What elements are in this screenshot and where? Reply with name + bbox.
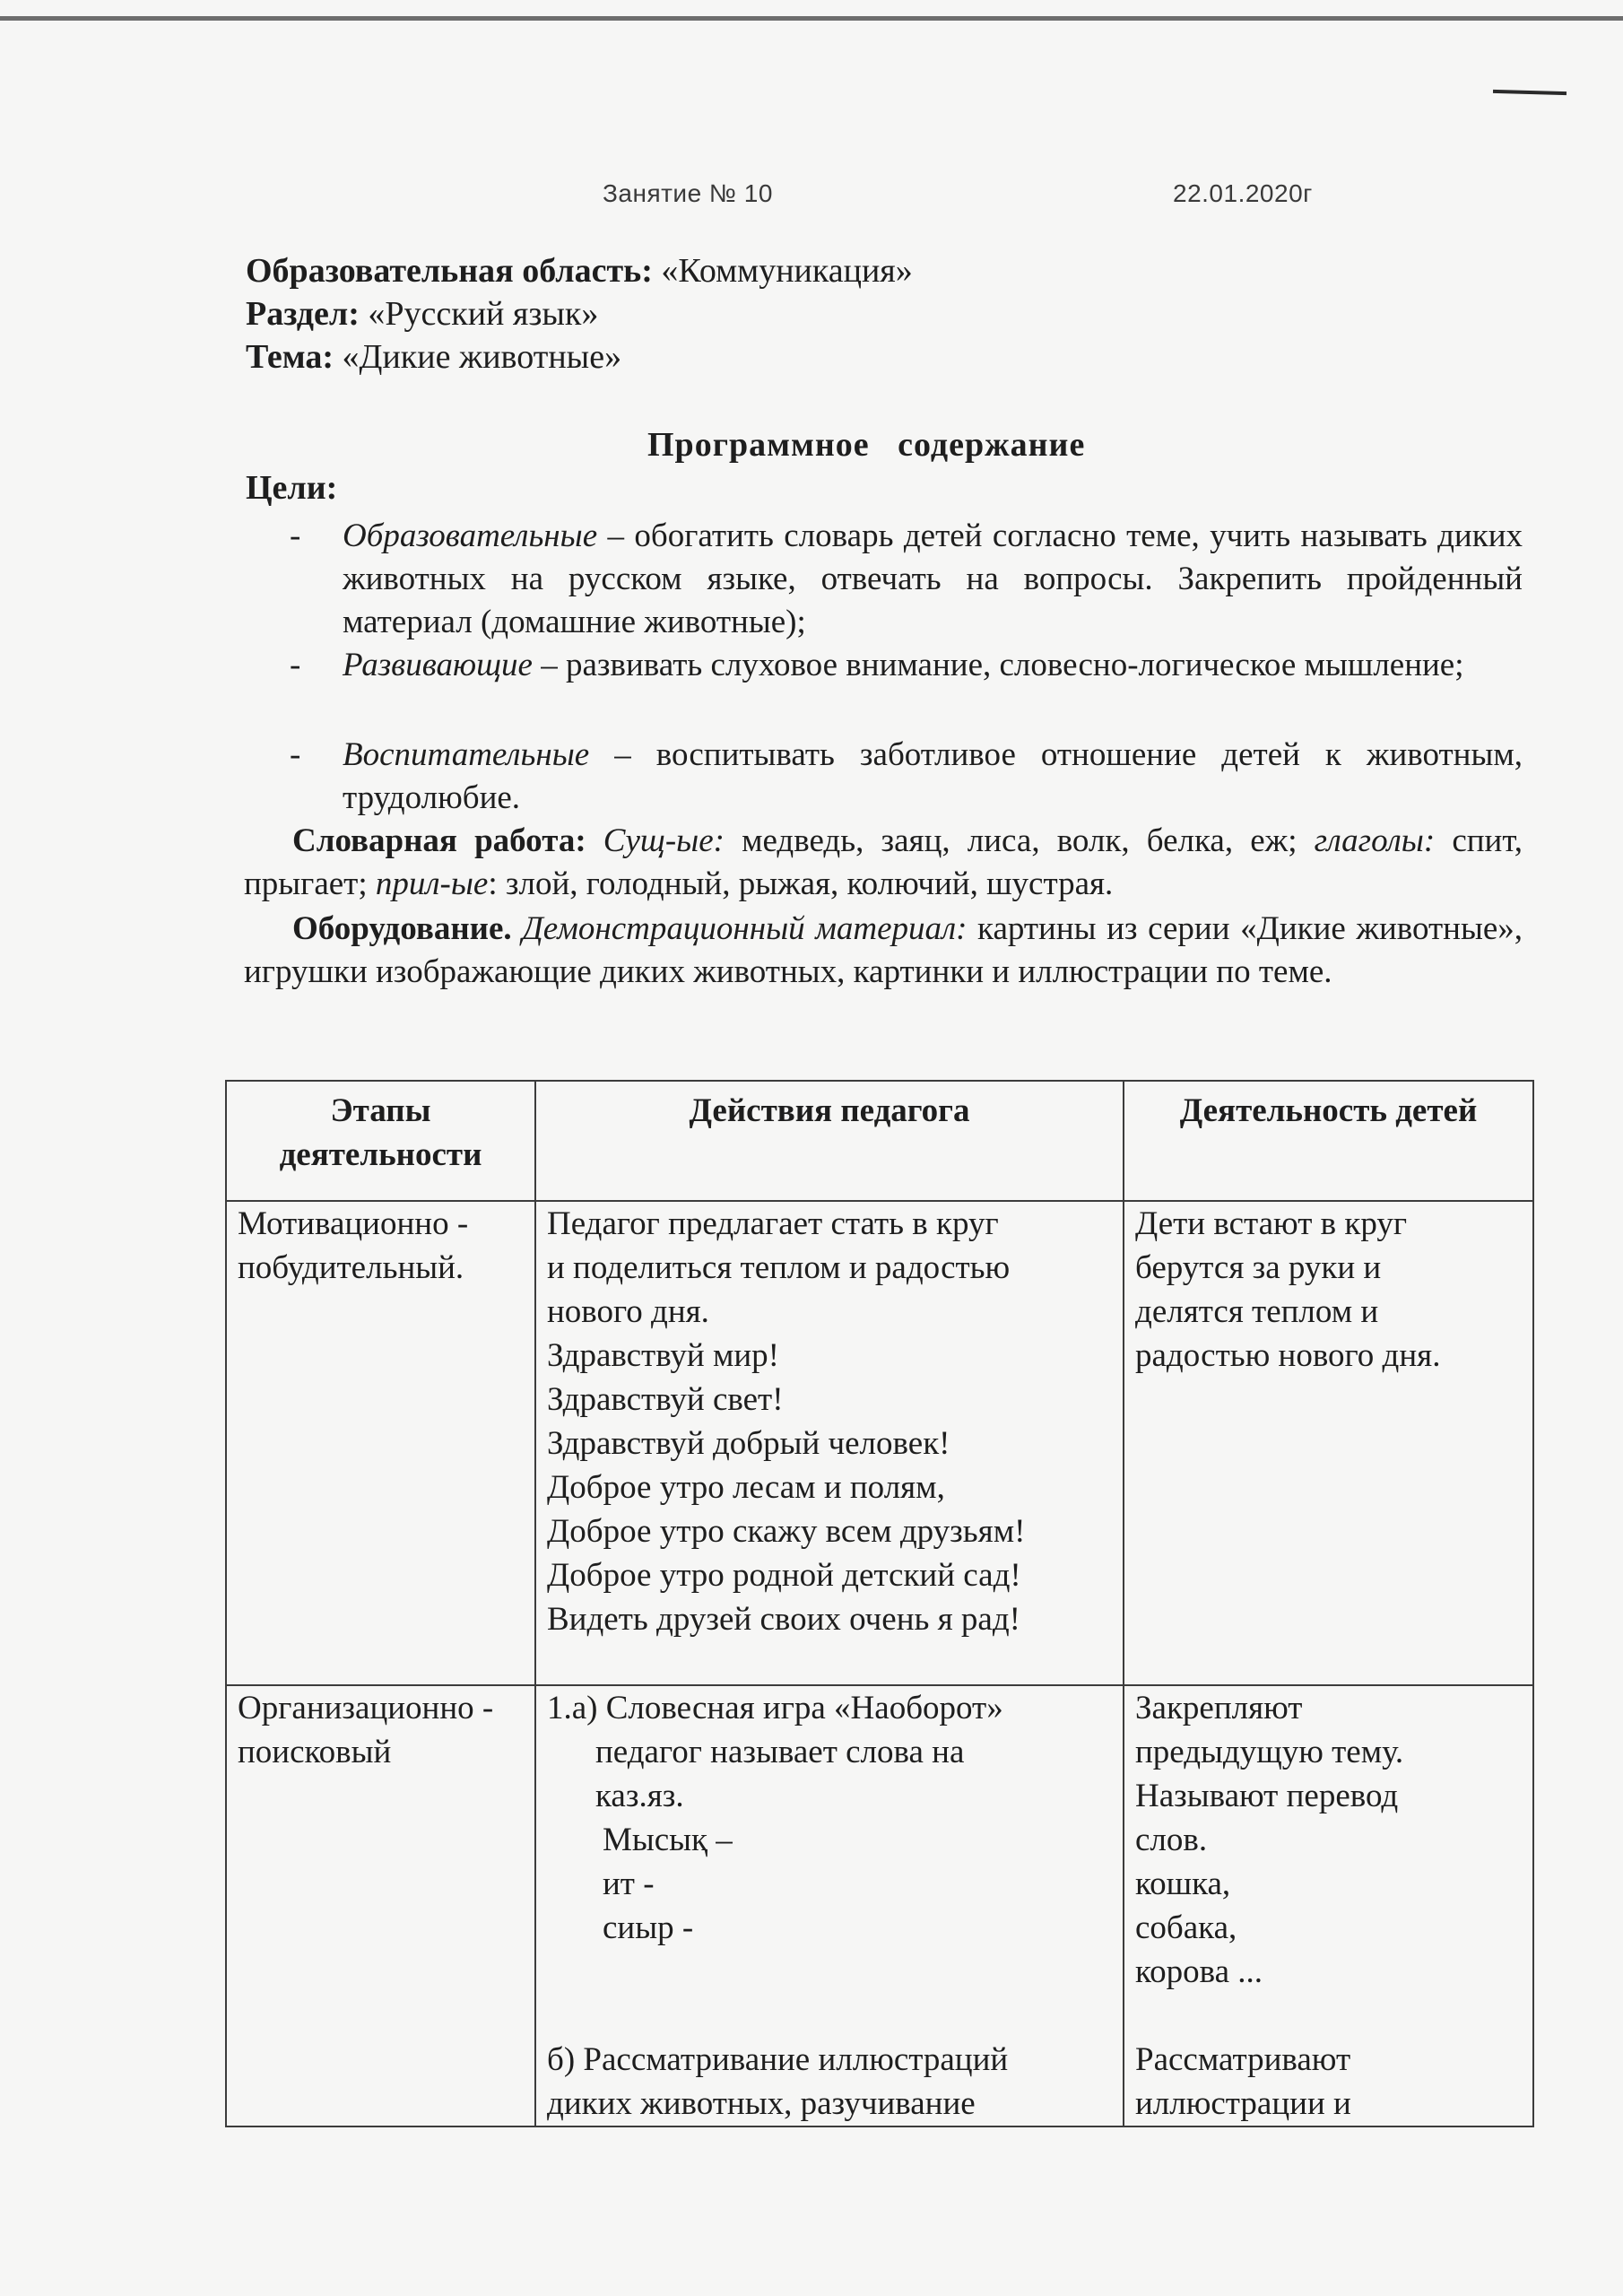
section: [246, 292, 598, 335]
goal-developing: [292, 644, 1523, 687]
goal-bullet: -: [290, 736, 301, 773]
teacher-line: Педагог предлагает стать в круг: [547, 1205, 999, 1242]
stage-line: поисковый: [238, 1734, 392, 1770]
children-activity-cell: [1124, 1685, 1533, 2126]
nouns-label: Сущ-ые:: [603, 822, 725, 859]
teacher-line: педагог называет слова на: [595, 1734, 965, 1770]
table-row: [226, 1201, 1533, 1685]
column-header-teacher: Действия педагога: [535, 1081, 1124, 1201]
verbs-label: глаголы:: [1314, 822, 1436, 859]
table-header-row: [226, 1081, 1533, 1201]
nouns-list: медведь, заяц, лиса, волк, белка, еж;: [724, 822, 1298, 859]
stage-line: Мотивационно -: [238, 1205, 469, 1242]
stage-cell: [226, 1201, 535, 1685]
children-line: Закрепляют: [1135, 1690, 1303, 1726]
teacher-actions-cell: [535, 1201, 1124, 1685]
teacher-line: Здравствуй добрый человек!: [547, 1425, 950, 1462]
educational-area-label: Образовательная область:: [246, 252, 653, 290]
program-content-heading: Программное содержание: [647, 426, 1086, 464]
translation-word: кошка,: [1135, 1866, 1231, 1902]
lesson-plan-table: [225, 1080, 1534, 2127]
vocabulary-label: Словарная работа:: [292, 822, 586, 859]
stage-line: Организационно -: [238, 1690, 494, 1726]
game-title: 1.а) Словесная игра «Наоборот»: [547, 1690, 1003, 1726]
children-line: Дети встают в круг: [1135, 1205, 1408, 1242]
children-line: делятся теплом и: [1135, 1293, 1379, 1330]
stage-cell: [226, 1685, 535, 2126]
goal-name: Воспитательные: [343, 736, 590, 773]
kazakh-word: сиыр -: [603, 1909, 694, 1946]
lesson-number: Занятие № 10: [603, 179, 773, 207]
spacer: [1135, 1994, 1522, 2038]
teacher-line: и поделиться теплом и радостью: [547, 1249, 1011, 1286]
educational-area: [246, 249, 913, 292]
goal-educational: [292, 515, 1523, 644]
adjectives-list: : злой, голодный, рыжая, колючий, шустрая.: [488, 865, 1114, 902]
children-line: предыдущую тему.: [1135, 1734, 1404, 1770]
column-header-stages: Этапы деятельности: [226, 1081, 535, 1201]
teacher-line: б) Рассматривание иллюстраций: [547, 2041, 1009, 2078]
goal-text: – развивать слуховое внимание, словесно-логическое мышление;: [532, 647, 1464, 683]
children-line: иллюстрации и: [1135, 2085, 1351, 2122]
equipment: [244, 908, 1523, 994]
scan-pen-mark: [1493, 90, 1567, 95]
goal-name: Образовательные: [343, 517, 598, 554]
teacher-line: Доброе утро скажу всем друзьям!: [547, 1513, 1026, 1550]
teacher-line: нового дня.: [547, 1293, 709, 1330]
teacher-actions-cell: [535, 1685, 1124, 2126]
translation-word: корова ...: [1135, 1953, 1263, 1990]
equipment-text: картины из серии «Дикие животные», игрушки изображающие диких животных, картинки и иллюстрации по теме.: [244, 910, 1523, 990]
adjectives-label: прил-ые: [375, 865, 489, 902]
teacher-line: каз.яз.: [595, 1778, 684, 1814]
spacer: [547, 1950, 1112, 1994]
educational-area-value: «Коммуникация»: [661, 252, 913, 290]
kazakh-word: ит -: [603, 1866, 655, 1902]
vocabulary-work: [244, 820, 1523, 906]
children-line: слов.: [1135, 1822, 1208, 1858]
goal-bullet: -: [290, 647, 301, 683]
spacer: [547, 1994, 1112, 2038]
section-label: Раздел:: [246, 295, 360, 333]
column-header-children: Деятельность детей: [1124, 1081, 1533, 1201]
topic-label: Тема:: [246, 338, 334, 376]
translation-word: собака,: [1135, 1909, 1237, 1946]
demo-material-label: Демонстрационный материал:: [522, 910, 968, 947]
topic: [246, 335, 621, 378]
teacher-line: Доброе утро лесам и полям,: [547, 1469, 945, 1506]
stage-line: побудительный.: [238, 1249, 464, 1286]
verbs-list: спит, прыгает;: [244, 822, 1523, 902]
children-line: радостью нового дня.: [1135, 1337, 1441, 1374]
teacher-line: Доброе утро родной детский сад!: [547, 1557, 1021, 1594]
topic-value: «Дикие животные»: [342, 338, 622, 376]
goals-heading: Цели:: [246, 469, 338, 507]
scan-edge-line: [0, 16, 1623, 21]
children-line: Рассматривают: [1135, 2041, 1351, 2078]
section-value: «Русский язык»: [368, 295, 599, 333]
goal-text: – обогатить словарь детей согласно теме, учить называть диких животных на русском языке, отвечать на вопросы. Закрепить пройденный материал (домашние животные);: [343, 517, 1523, 640]
goal-name: Развивающие: [343, 647, 533, 683]
teacher-line: Здравствуй мир!: [547, 1337, 779, 1374]
equipment-label: Оборудование.: [292, 910, 512, 947]
teacher-line: диких животных, разучивание: [547, 2085, 976, 2122]
children-line: берутся за руки и: [1135, 1249, 1382, 1286]
children-activity-cell: [1124, 1201, 1533, 1685]
goal-upbringing: [292, 734, 1523, 820]
children-line: Называют перевод: [1135, 1778, 1399, 1814]
table-row: [226, 1685, 1533, 2126]
teacher-line: Здравствуй свет!: [547, 1381, 784, 1418]
lesson-date: 22.01.2020г: [1173, 179, 1313, 207]
kazakh-word: Мысық –: [603, 1822, 733, 1858]
teacher-line: Видеть друзей своих очень я рад!: [547, 1601, 1020, 1638]
goal-bullet: -: [290, 517, 301, 554]
goal-text: – воспитывать заботливое отношение детей к животным, трудолюбие.: [343, 736, 1523, 816]
